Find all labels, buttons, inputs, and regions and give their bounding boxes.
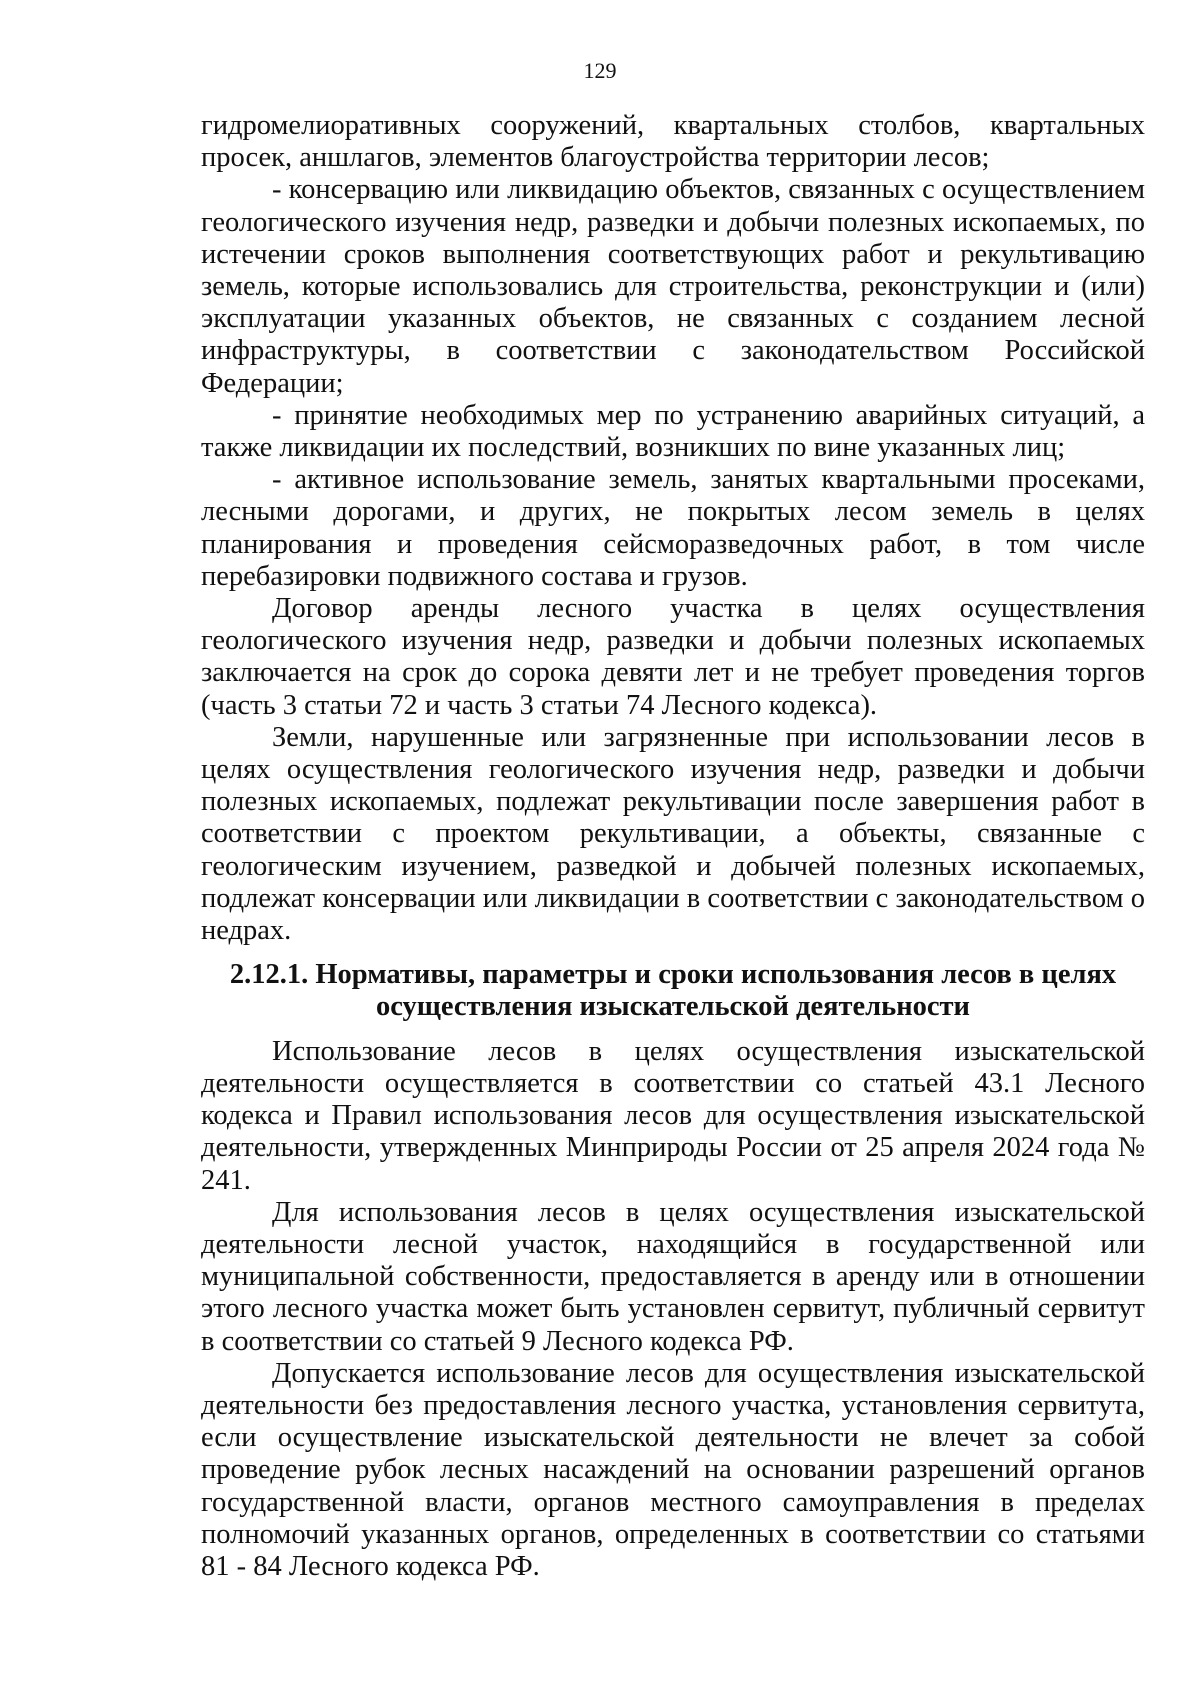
section-heading (201, 959, 1145, 1023)
paragraph: гидромелиоративных сооружений, квартальных столбов, квартальных просек, аншлагов, элементов благоустройства территории лесов; (201, 110, 1145, 174)
section-heading-line-1: 2.12.1. Нормативы, параметры и сроки использования лесов в целях (229, 959, 1117, 991)
paragraph-survey-activity: Использование лесов в целях осуществления изыскательской деятельности осуществляется в соответствии со статьей 43.1 Лесного кодекса и Правил использования лесов для осуществления изыскательской деятельности, утвержденных Минприроды России от 25 апреля 2024 года № 241. (201, 1035, 1145, 1196)
paragraph-lease-agreement: Договор аренды лесного участка в целях осуществления геологического изучения недр, разведки и добычи полезных ископаемых заключается на срок до сорока девяти лет и не требует проведения торгов (часть 3 статьи 72 и часть 3 статьи 74 Лесного кодекса). (201, 593, 1145, 721)
list-item-land-use: - активное использование земель, занятых квартальными просеками, лесными дорогами, и других, не покрытых лесом земель в целях планирования и проведения сейсморазведочных работ, в том числе перебазировки подвижного состава и грузов. (201, 464, 1145, 592)
paragraph-land-plot-lease: Для использования лесов в целях осуществления изыскательской деятельности лесной участок, находящийся в государственной или муниципальной собственности, предоставляется в аренду или в отношении этого лесного участка может быть установлен сервитут, публичный сервитут в соответствии со статьей 9 Лесного кодекса РФ. (201, 1196, 1145, 1357)
paragraph-land-reclamation: Земли, нарушенные или загрязненные при использовании лесов в целях осуществления геологического изучения недр, разведки и добычи полезных ископаемых, подлежат рекультивации после завершения работ в соответствии с проектом рекультивации, а объекты, связанные с геологическим изучением, разведкой и добычей полезных ископаемых, подлежат консервации или ликвидации в соответствии с законодательством о недрах. (201, 721, 1145, 947)
document-body (201, 110, 1145, 1583)
paragraph-without-plot: Допускается использование лесов для осуществления изыскательской деятельности без предоставления лесного участка, установления сервитута, если осуществление изыскательской деятельности не влечет за собой проведение рубок лесных насаждений на основании разрешений органов государственной власти, органов местного самоуправления в пределах полномочий указанных органов, определенных в соответствии со статьями 81 - 84 Лесного кодекса РФ. (201, 1357, 1145, 1582)
section-heading-line-2: осуществления изыскательской деятельности (376, 991, 970, 1023)
page-number: 129 (583, 58, 617, 83)
list-item-conservation: - консервацию или ликвидацию объектов, связанных с осуществлением геологического изучения недр, разведки и добычи полезных ископаемых, по истечении сроков выполнения соответствующих работ и рекультивацию земель, которые использовались для строительства, реконструкции и (или) эксплуатации указанных объектов, не связанных с созданием лесной инфраструктуры, в соответствии с законодательством Российской Федерации; (201, 174, 1145, 399)
list-item-emergency-measures: - принятие необходимых мер по устранению аварийных ситуаций, а также ликвидации их последствий, возникших по вине указанных лиц; (201, 399, 1145, 464)
